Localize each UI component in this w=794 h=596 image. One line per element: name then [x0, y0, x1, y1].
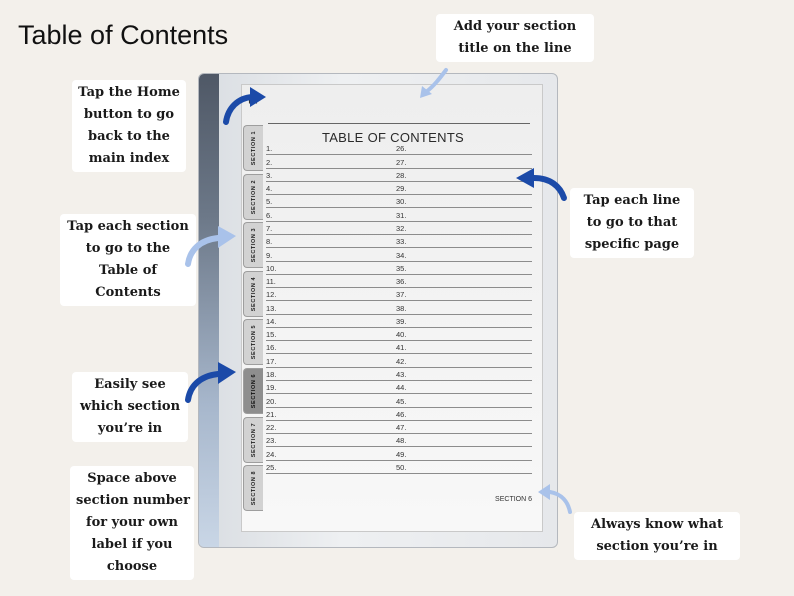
toc-line-number-left: 13.	[266, 303, 277, 313]
toc-line-number-left: 18.	[266, 370, 277, 380]
tablet-screen	[241, 84, 543, 532]
section-tab-1[interactable]	[243, 125, 263, 171]
toc-line-number-left: 23.	[266, 436, 277, 446]
toc-line[interactable]	[266, 434, 532, 447]
callout-line: which section	[79, 399, 181, 414]
section-tab-5[interactable]	[243, 319, 263, 365]
toc-line-number-left: 20.	[266, 396, 277, 406]
callout-line: label if you	[91, 537, 173, 552]
arrow-to-toc-line	[512, 160, 568, 202]
toc-line[interactable]	[266, 248, 532, 261]
section-tab-label: SECTION 6	[250, 373, 257, 409]
callout-which-section	[72, 372, 188, 442]
toc-line-number-left: 21.	[266, 409, 277, 419]
toc-line-number-left: 11.	[266, 277, 276, 287]
arrow-to-active-tab	[184, 354, 240, 404]
toc-line[interactable]	[266, 222, 532, 235]
toc-line[interactable]	[266, 447, 532, 460]
section-footer-label: SECTION 6	[495, 496, 532, 503]
toc-line[interactable]	[266, 421, 532, 434]
toc-line-number-left: 1.	[266, 144, 273, 154]
toc-line-number-right: 34.	[396, 250, 407, 260]
arrow-to-footer-label	[534, 478, 576, 518]
toc-line-number-right: 46.	[396, 409, 407, 419]
tablet-device	[198, 73, 558, 548]
callout-line: Add your section	[453, 19, 577, 34]
toc-line-number-right: 43.	[396, 370, 407, 380]
toc-line[interactable]	[266, 195, 532, 208]
callout-tap-line	[570, 188, 694, 258]
section-title-line[interactable]	[268, 123, 530, 124]
callout-space-above	[70, 466, 194, 580]
callout-section-title	[436, 14, 594, 62]
callout-line: button to go	[83, 107, 175, 122]
section-tab-8[interactable]	[243, 465, 263, 511]
toc-line[interactable]	[266, 381, 532, 394]
toc-line-number-right: 40.	[396, 330, 407, 340]
toc-line[interactable]	[266, 288, 532, 301]
callout-sections	[60, 214, 196, 306]
toc-line-number-right: 44.	[396, 383, 407, 393]
section-tab-label: SECTION 2	[250, 179, 257, 214]
section-tab-label: SECTION 4	[250, 276, 257, 312]
toc-line-number-left: 8.	[266, 237, 273, 247]
toc-line-number-left: 15.	[266, 330, 277, 340]
toc-heading: TABLE OF CONTENTS	[321, 130, 465, 145]
toc-line[interactable]	[266, 328, 532, 341]
toc-line-number-left: 4.	[266, 184, 273, 194]
toc-line-number-right: 36.	[396, 277, 407, 287]
section-tab-6[interactable]	[243, 368, 263, 414]
section-tab-4[interactable]	[243, 271, 263, 317]
device-spine	[199, 74, 219, 547]
section-tab-label: SECTION 3	[250, 227, 257, 263]
callout-line: Easily see	[94, 377, 166, 392]
toc-line[interactable]	[266, 142, 532, 155]
section-tab-label: SECTION 1	[250, 130, 257, 166]
arrow-to-section-tab	[184, 216, 240, 268]
toc-line[interactable]	[266, 301, 532, 314]
toc-line-number-right: 29.	[396, 184, 407, 194]
arrow-to-home-icon	[220, 84, 272, 126]
toc-line-number-right: 30.	[396, 197, 407, 207]
toc-line-number-left: 9.	[266, 250, 273, 260]
callout-line: title on the line	[458, 41, 572, 56]
section-tab-label: SECTION 8	[250, 470, 257, 506]
toc-line-number-right: 27.	[396, 157, 407, 167]
toc-line-number-left: 7.	[266, 223, 273, 233]
toc-line-number-right: 45.	[396, 396, 407, 406]
callout-line: section you’re in	[596, 539, 718, 554]
toc-line-number-left: 19.	[266, 383, 277, 393]
toc-line-number-right: 26.	[396, 144, 407, 154]
toc-line-number-left: 17.	[266, 356, 277, 366]
callout-line: Always know what	[591, 517, 723, 532]
toc-line-number-left: 25.	[266, 462, 277, 472]
callout-line: section number	[76, 493, 190, 508]
arrow-to-title-line	[414, 64, 454, 104]
callout-home-button	[72, 80, 186, 172]
toc-line[interactable]	[266, 315, 532, 328]
section-tab-3[interactable]	[243, 222, 263, 268]
toc-line-number-right: 42.	[396, 356, 407, 366]
toc-line-number-right: 47.	[396, 423, 407, 433]
callout-line: Tap each section	[67, 219, 189, 234]
toc-line-number-right: 37.	[396, 290, 407, 300]
callout-line: for your own	[85, 515, 178, 530]
toc-line[interactable]	[266, 354, 532, 367]
toc-line-number-left: 12.	[266, 290, 277, 300]
callout-line: Table of	[99, 263, 157, 278]
section-tab-label: SECTION 5	[250, 325, 257, 360]
toc-line[interactable]	[266, 169, 532, 182]
section-tab-label: SECTION 7	[250, 422, 257, 457]
toc-line-number-right: 35.	[396, 263, 407, 273]
toc-line-number-right: 41.	[396, 343, 407, 353]
callout-always-know	[574, 512, 740, 560]
toc-line-number-left: 24.	[266, 449, 277, 459]
toc-line-number-left: 14.	[266, 316, 277, 326]
toc-line[interactable]	[266, 368, 532, 381]
callout-line: you’re in	[97, 421, 163, 436]
section-tab-2[interactable]	[243, 174, 263, 220]
toc-line-number-right: 33.	[396, 237, 407, 247]
toc-line-number-right: 28.	[396, 170, 407, 180]
callout-line: Tap the Home	[78, 85, 180, 100]
toc-line-number-right: 39.	[396, 316, 407, 326]
callout-line: to go to the	[85, 241, 171, 256]
toc-line-number-left: 16.	[266, 343, 277, 353]
toc-line-number-left: 2.	[266, 157, 273, 167]
toc-line[interactable]	[266, 275, 532, 288]
toc-line[interactable]	[266, 182, 532, 195]
callout-line: specific page	[584, 237, 680, 252]
toc-line-number-right: 49.	[396, 449, 407, 459]
callout-line: Tap each line	[583, 193, 681, 208]
toc-line-number-right: 50.	[396, 462, 407, 472]
toc-line[interactable]	[266, 394, 532, 407]
toc-line-number-right: 32.	[396, 223, 407, 233]
toc-line-number-left: 22.	[266, 423, 277, 433]
callout-line: Contents	[95, 285, 161, 300]
toc-line-number-left: 3.	[266, 170, 273, 180]
toc-line[interactable]	[266, 461, 532, 474]
toc-line[interactable]	[266, 208, 532, 221]
toc-line-number-left: 6.	[266, 210, 273, 220]
callout-line: choose	[106, 559, 158, 574]
section-tab-7[interactable]	[243, 417, 263, 463]
callout-line: to go to that	[586, 215, 678, 230]
page-title: Table of Contents	[18, 20, 229, 50]
callout-line: Space above	[87, 471, 177, 486]
toc-line-number-right: 48.	[396, 436, 407, 446]
toc-line-number-right: 31.	[396, 210, 407, 220]
toc-line-number-right: 38.	[396, 303, 407, 313]
toc-line[interactable]	[266, 235, 532, 248]
toc-line[interactable]	[266, 341, 532, 354]
callout-line: main index	[88, 151, 170, 166]
toc-line[interactable]	[266, 408, 532, 421]
callout-line: back to the	[88, 129, 170, 144]
toc-line-number-left: 10.	[266, 263, 277, 273]
toc-line-number-left: 5.	[266, 197, 273, 207]
toc-line[interactable]	[266, 155, 532, 168]
toc-line[interactable]	[266, 262, 532, 275]
